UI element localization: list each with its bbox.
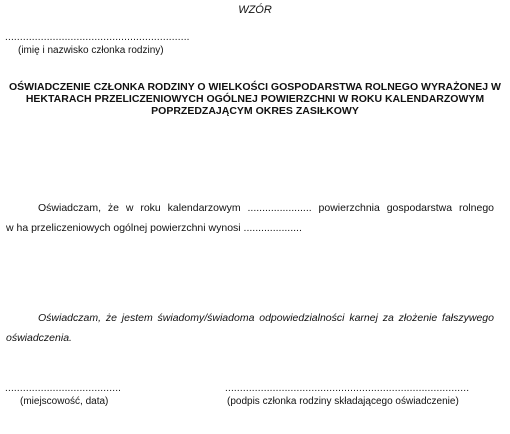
template-marker: WZÓR — [238, 4, 272, 16]
signature-caption: (podpis członka rodziny składającego oświadczenie) — [227, 396, 459, 407]
liability-line-1: Oświadczam, że jestem świadomy/świadoma odpowiedzialności karnej za złożenie fałszywego — [38, 312, 494, 324]
member-name-caption: (imię i nazwisko członka rodziny) — [18, 45, 164, 56]
declaration-paragraph — [6, 198, 494, 238]
liability-line-2: oświadczenia. — [6, 332, 72, 344]
member-name-dotted-line: .............................................................. — [5, 32, 190, 43]
declaration-line-1: Oświadczam, że w roku kalendarzowym ...................... powierzchnia gospodarstwa rolnego — [38, 202, 494, 214]
place-date-caption: (miejscowość, data) — [20, 396, 109, 407]
declaration-line-2: w ha przeliczeniowych ogólnej powierzchni wynosi .................... — [6, 222, 302, 234]
liability-paragraph — [6, 308, 494, 348]
statement-heading: OŚWIADCZENIE CZŁONKA RODZINY O WIELKOŚCI GOSPODARSTWA ROLNEGO WYRAŻONEJ W HEKTARACH PRZELICZENIOWYCH OGÓLNEJ POWIERZCHNI W ROKU KALENDARZOWYM POPRZEDZAJĄCYM OKRES ZASIŁKOWY — [9, 81, 501, 117]
signature-dotted-line: .................................................................................. — [225, 383, 470, 394]
place-date-dotted-line: ....................................... — [5, 383, 122, 394]
